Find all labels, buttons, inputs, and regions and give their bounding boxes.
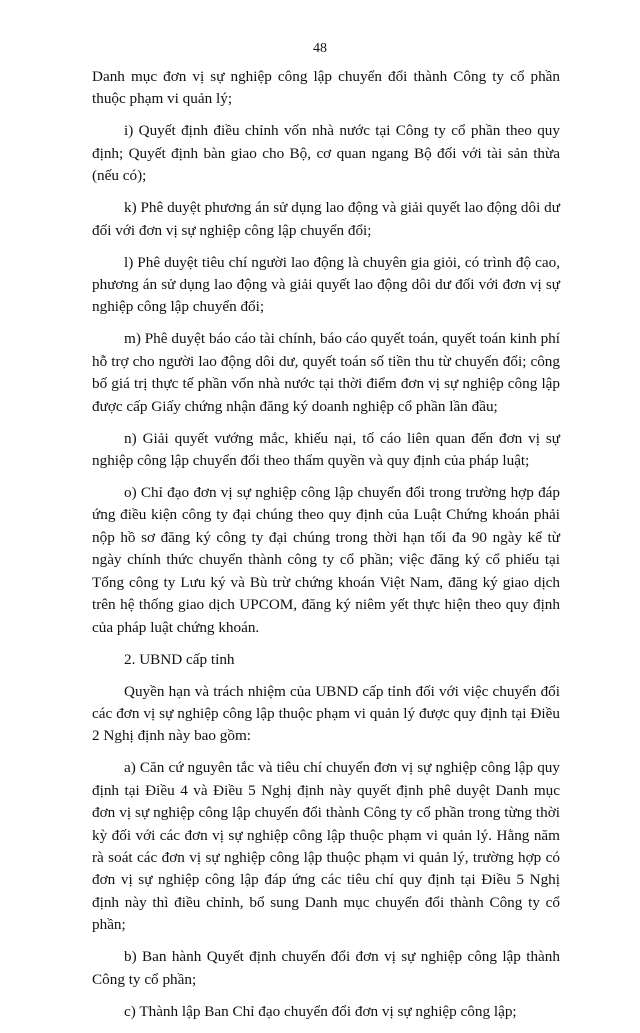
paragraph-item-n: n) Giải quyết vướng mắc, khiếu nại, tố cáo liên quan đến đơn vị sự nghiệp công lập chuyển đổi theo thẩm quyền và quy định của pháp luật; <box>92 429 560 470</box>
paragraph-item-i: i) Quyết định điều chỉnh vốn nhà nước tại Công ty cổ phần theo quy định; Quyết định bàn giao cho Bộ, cơ quan ngang Bộ đối với tài sản thừa (nếu có); <box>92 122 560 185</box>
paragraph-item-a: a) Căn cứ nguyên tắc và tiêu chí chuyển đơn vị sự nghiệp công lập quy định tại Điều 4 và Điều 5 Nghị định này quyết định phê duyệt Danh mục đơn vị sự nghiệp công lập chuyển đổi thành Công ty cổ phần trong từng thời kỳ đối với các đơn vị sự nghiệp công lập thuộc phạm vi quản lý. Hằng năm rà soát các đơn vị sự nghiệp công lập thuộc phạm vi quản lý, trường hợp có đơn vị sự nghiệp công lập đáp ứng các tiêu chí quy định tại Điều 5 Nghị định này thì điều chỉnh, bổ sung Danh mục chuyển đổi thành Công ty cổ phần; <box>92 759 560 934</box>
page-number: 48 <box>313 41 327 56</box>
paragraph-list-continuation: Danh mục đơn vị sự nghiệp công lập chuyển đổi thành Công ty cổ phần thuộc phạm vi quản lý; <box>92 68 560 108</box>
document-body <box>92 66 560 1033</box>
section-heading-ubnd: 2. UBND cấp tỉnh <box>124 650 235 668</box>
paragraph-item-o: o) Chỉ đạo đơn vị sự nghiệp công lập chuyển đổi trong trường hợp đáp ứng điều kiện công ty đại chúng theo quy định của Luật Chứng khoán phải nộp hồ sơ đăng ký công ty đại chúng trong thời hạn tối đa 90 ngày kể từ ngày chính thức chuyển thành công ty cổ phần; việc đăng ký cổ phiếu tại Tổng công ty Lưu ký và Bù trừ chứng khoán Việt Nam, đăng ký giao dịch trên hệ thống giao dịch UPCOM, đăng ký niêm yết thực hiện theo quy định của pháp luật chứng khoán. <box>92 484 560 636</box>
paragraph-item-m: m) Phê duyệt báo cáo tài chính, báo cáo quyết toán, quyết toán kinh phí hỗ trợ cho người lao động dôi dư, quyết toán số tiền thu từ chuyển đổi; công bố giá trị thực tế phần vốn nhà nước tại thời điểm đơn vị sự nghiệp công lập được cấp Giấy chứng nhận đăng ký doanh nghiệp cổ phần lần đầu; <box>92 330 560 415</box>
paragraph-item-l: l) Phê duyệt tiêu chí người lao động là chuyên gia giỏi, có trình độ cao, phương án sử dụng lao động và giải quyết lao động dôi dư đối với đơn vị sự nghiệp công lập chuyển đổi; <box>92 253 560 316</box>
paragraph-item-c: c) Thành lập Ban Chỉ đạo chuyển đổi đơn vị sự nghiệp công lập; <box>124 1002 517 1020</box>
paragraph-item-b: b) Ban hành Quyết định chuyển đổi đơn vị sự nghiệp công lập thành Công ty cổ phần; <box>92 948 560 988</box>
paragraph-item-k: k) Phê duyệt phương án sử dụng lao động và giải quyết lao động dôi dư đối với đơn vị sự nghiệp công lập chuyển đổi; <box>92 199 560 239</box>
paragraph-ubnd-intro: Quyền hạn và trách nhiệm của UBND cấp tỉnh đối với việc chuyển đổi các đơn vị sự nghiệp công lập thuộc phạm vi quản lý được quy định tại Điều 2 Nghị định này bao gồm: <box>92 682 560 745</box>
